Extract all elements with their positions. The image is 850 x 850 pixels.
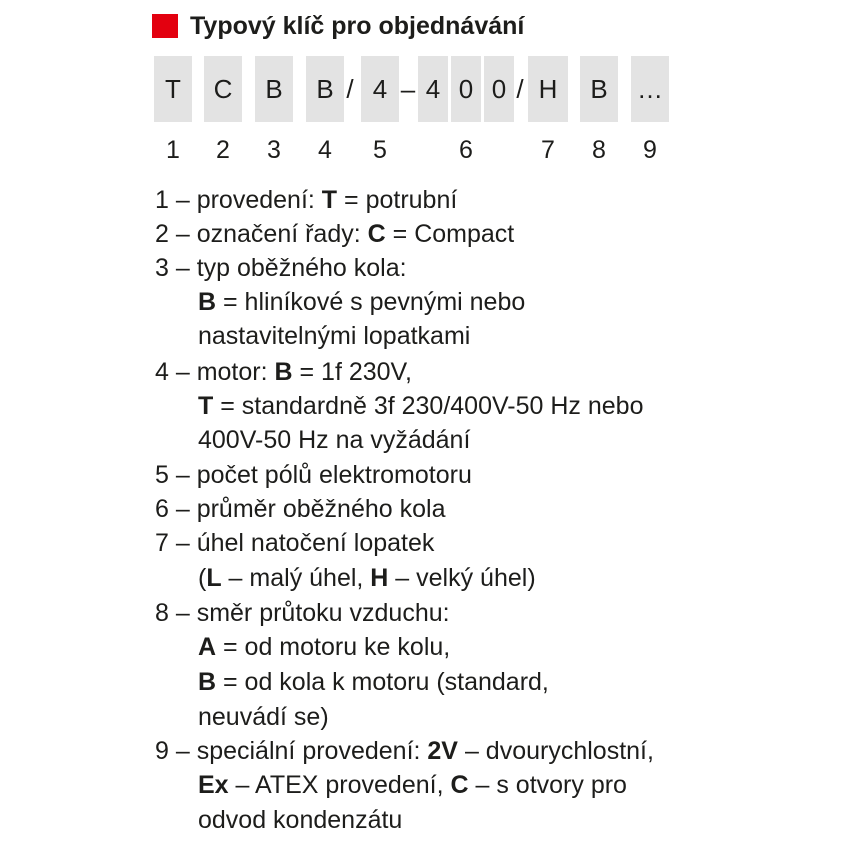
legend-line: Ex – ATEX provedení, C – s otvory pro bbox=[198, 771, 627, 799]
code-separator: – bbox=[400, 74, 416, 104]
legend-line: B = hliníkové s pevnými nebo bbox=[198, 288, 526, 316]
position-number: 6 bbox=[459, 136, 473, 164]
legend-line: A = od motoru ke kolu, bbox=[198, 633, 451, 661]
legend-line: neuvádí se) bbox=[198, 703, 329, 731]
position-number: 9 bbox=[643, 136, 657, 164]
position-number: 5 bbox=[373, 136, 387, 164]
legend-line: 400V-50 Hz na vyžádání bbox=[198, 426, 471, 454]
code-box: 0 bbox=[451, 56, 481, 122]
legend-line: 9 – speciální provedení: 2V – dvourychlostní, bbox=[155, 737, 654, 765]
code-box: B bbox=[255, 56, 293, 122]
legend-line: T = standardně 3f 230/400V-50 Hz nebo bbox=[198, 392, 644, 420]
position-number: 4 bbox=[318, 136, 332, 164]
code-box: B bbox=[580, 56, 618, 122]
legend-line: odvod kondenzátu bbox=[198, 806, 403, 834]
code-box: 4 bbox=[418, 56, 448, 122]
legend-line: 7 – úhel natočení lopatek bbox=[155, 529, 435, 557]
code-separator: / bbox=[516, 74, 524, 104]
position-number: 8 bbox=[592, 136, 606, 164]
position-number: 7 bbox=[541, 136, 555, 164]
code-box: C bbox=[204, 56, 242, 122]
legend-line: 2 – označení řady: C = Compact bbox=[155, 220, 515, 248]
title-marker bbox=[152, 14, 178, 38]
code-box: T bbox=[154, 56, 192, 122]
legend-line: nastavitelnými lopatkami bbox=[198, 322, 471, 350]
code-separator: / bbox=[346, 74, 354, 104]
position-number: 3 bbox=[267, 136, 281, 164]
legend-line: (L – malý úhel, H – velký úhel) bbox=[198, 564, 536, 592]
position-number: 1 bbox=[166, 136, 180, 164]
legend-line: 8 – směr průtoku vzduchu: bbox=[155, 599, 450, 627]
legend-line: 1 – provedení: T = potrubní bbox=[155, 186, 458, 214]
legend-line: 6 – průměr oběžného kola bbox=[155, 495, 446, 523]
code-box: H bbox=[528, 56, 568, 122]
legend-line: 3 – typ oběžného kola: bbox=[155, 254, 407, 282]
position-number: 2 bbox=[216, 136, 230, 164]
code-box: B bbox=[306, 56, 344, 122]
code-box: 4 bbox=[361, 56, 399, 122]
page-title: Typový klíč pro objednávání bbox=[190, 12, 525, 40]
legend-line: 4 – motor: B = 1f 230V, bbox=[155, 358, 412, 386]
legend-line: B = od kola k motoru (standard, bbox=[198, 668, 549, 696]
code-box: 0 bbox=[484, 56, 514, 122]
legend-line: 5 – počet pólů elektromotoru bbox=[155, 461, 472, 489]
code-box: … bbox=[631, 56, 669, 122]
